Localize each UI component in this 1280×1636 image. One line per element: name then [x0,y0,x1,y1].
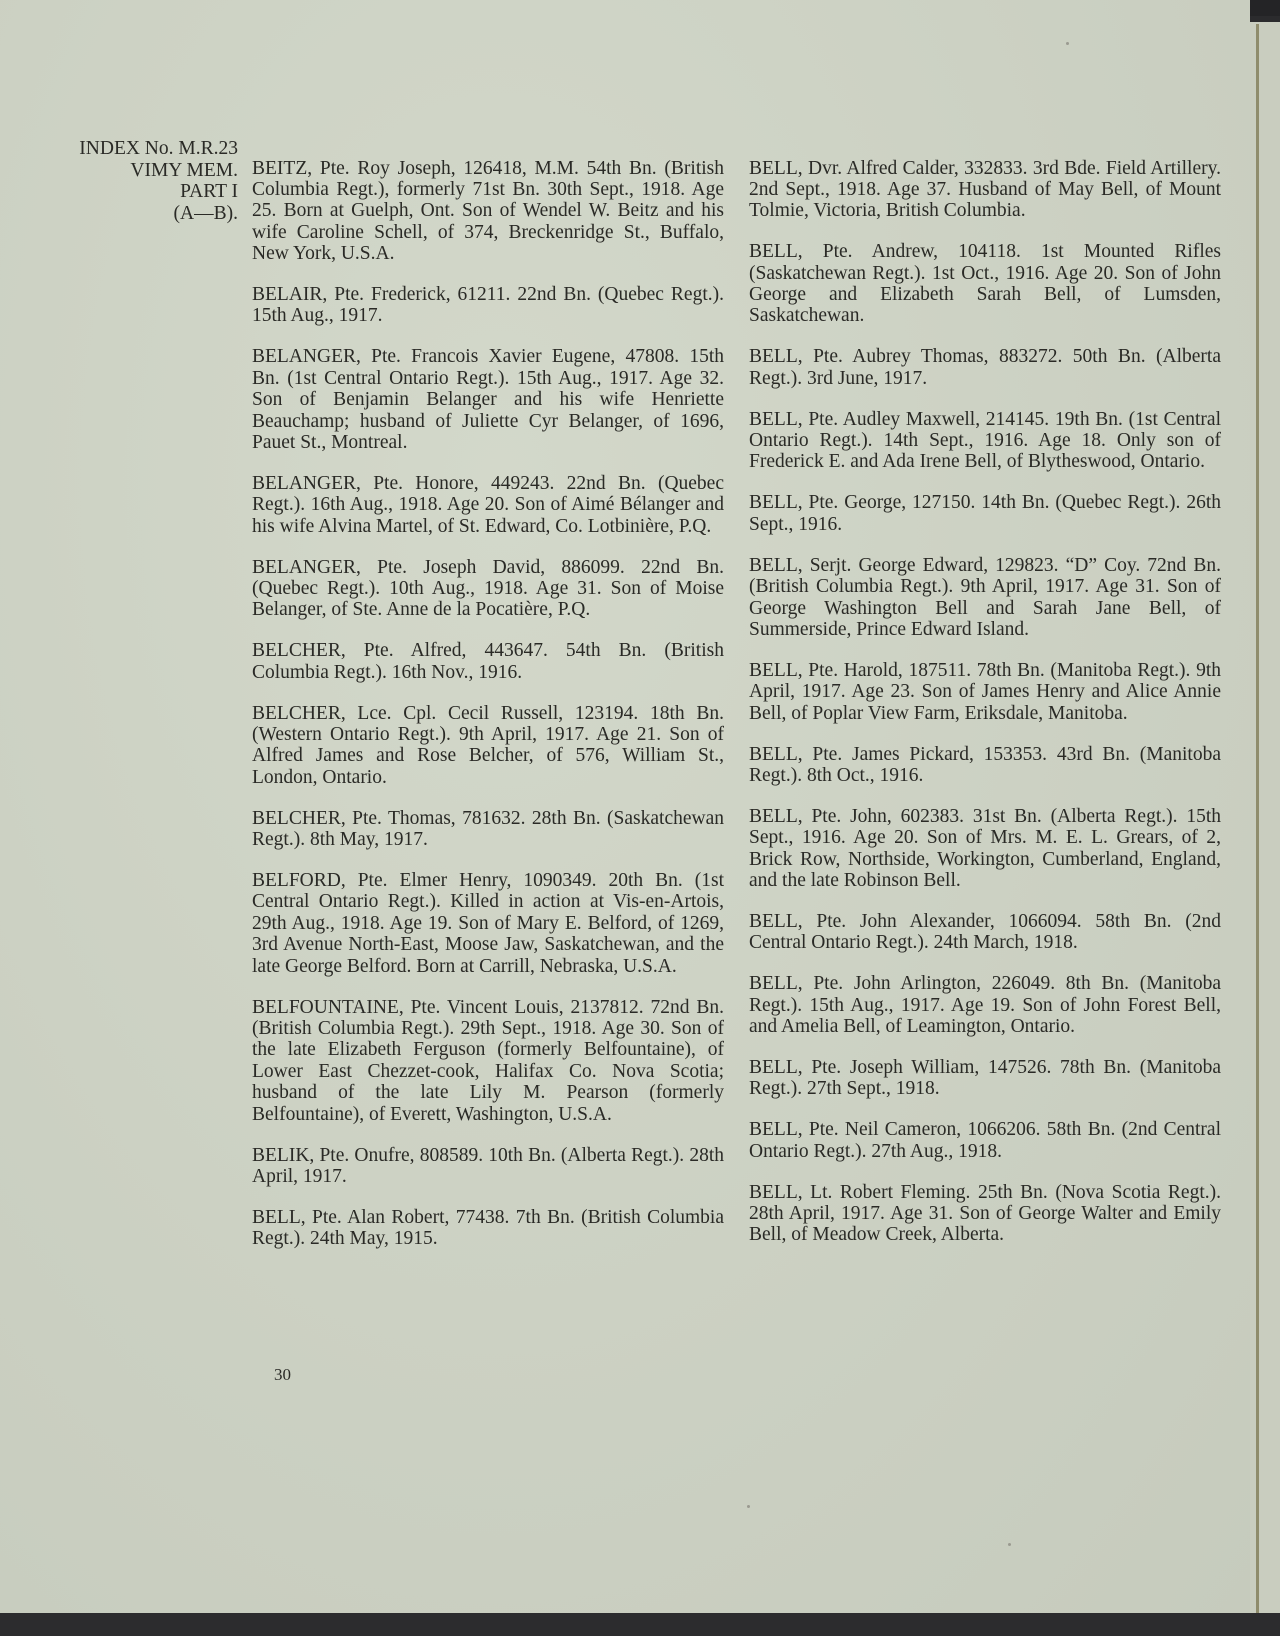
right-column [749,138,1221,1258]
range-label: (A—B). [173,202,238,224]
index-reference [38,138,238,224]
facing-page-edge [1250,22,1280,1636]
entry: BELANGER, Pte. Francois Xavier Eugene, 47808. 15th Bn. (1st Central Ontario Regt.). 15th Aug., 1917. Age 32. Son of Benjamin Belanger and his wife Henriette Beauchamp; husband of Juliette Cyr Belanger, of 1696, Pauet St., Montreal. [252,346,724,453]
page-number: 30 [274,1365,291,1384]
entry: BELL, Pte. Andrew, 104118. 1st Mounted Rifles (Saskatchewan Regt.). 1st Oct., 1916. Age 20. Son of John George and Elizabeth Sarah Bell, of Lumsden, Saskatchewan. [749,241,1221,327]
paper-speck [1008,1543,1011,1546]
entry: BELL, Pte. John, 602383. 31st Bn. (Alberta Regt.). 15th Sept., 1916. Age 20. Son of Mrs. M. E. L. Grears, of 2, Brick Row, Northside, Workington, Cumberland, England, and the late Robinson Bell. [749,805,1221,892]
entry: BELL, Dvr. Alfred Calder, 332833. 3rd Bde. Field Artillery. 2nd Sept., 1918. Age 37. Husband of May Bell, of Mount Tolmie, Victoria, British Columbia. [749,157,1221,222]
entry: BELANGER, Pte. Honore, 449243. 22nd Bn. (Quebec Regt.). 16th Aug., 1918. Age 20. Son of Aimé Bélanger and his wife Alvina Martel, of St. Edward, Co. Lotbinière, P.Q. [252,472,724,537]
left-column [252,138,724,1262]
entry: BELL, Pte. Audley Maxwell, 214145. 19th Bn. (1st Central Ontario Regt.). 14th Sept., 1916. Age 18. Only son of Frederick E. and Ada Irene Bell, of Blytheswood, Ontario. [749,408,1221,473]
entry: BELL, Pte. James Pickard, 153353. 43rd Bn. (Manitoba Regt.). 8th Oct., 1916. [749,743,1221,786]
entry: BELL, Pte. John Alexander, 1066094. 58th Bn. (2nd Central Ontario Regt.). 24th March, 1918. [749,910,1221,954]
entry: BELFORD, Pte. Elmer Henry, 1090349. 20th Bn. (1st Central Ontario Regt.). Killed in action at Vis-en-Artois, 29th Aug., 1918. Age 19. Son of Mary E. Belford, of 1269, 3rd Avenue North-East, Moose Jaw, Saskatchewan, and the late George Belford. Born at Carrill, Nebraska, U.S.A. [252,870,724,977]
entry: BELL, Pte. John Arlington, 226049. 8th Bn. (Manitoba Regt.). 15th Aug., 1917. Age 19. Son of John Forest Bell, and Amelia Bell, of Leamington, Ontario. [749,973,1221,1038]
paper-speck [747,1505,750,1508]
entry: BELANGER, Pte. Joseph David, 886099. 22nd Bn. (Quebec Regt.). 10th Aug., 1918. Age 31. Son of Moise Belanger, of Ste. Anne de la Pocatière, P.Q. [252,556,724,621]
entry: BELFOUNTAINE, Pte. Vincent Louis, 2137812. 72nd Bn. (British Columbia Regt.). 29th Sept., 1918. Age 30. Son of the late Elizabeth Ferguson (formerly Belfountaine), of Lower East Chezzet-cook, Halifax Co. Nova Scotia; husband of the late Lily M. Pearson (formerly Belfountaine), of Everett, Washington, U.S.A. [252,996,724,1125]
part-label: PART I [180,181,238,202]
entry: BEITZ, Pte. Roy Joseph, 126418, M.M. 54th Bn. (British Columbia Regt.), formerly 71st Bn. 30th Sept., 1918. Age 25. Born at Guelph, Ont. Son of Wendel W. Beitz and his wife Caroline Schell, of 374, Breckenridge St., Buffalo, New York, U.S.A. [252,157,724,265]
paper-speck [1066,42,1069,45]
memorial-name: VIMY MEM. [130,159,238,181]
entry: BELIK, Pte. Onufre, 808589. 10th Bn. (Alberta Regt.). 28th April, 1917. [252,1144,724,1187]
entry: BELL, Serjt. George Edward, 129823. “D” Coy. 72nd Bn. (British Columbia Regt.). 9th April, 1917. Age 31. Son of George Washington Bell and Sarah Jane Bell, of Summerside, Prince Edward Island. [749,554,1221,640]
entry: BELCHER, Pte. Thomas, 781632. 28th Bn. (Saskatchewan Regt.). 8th May, 1917. [252,807,724,851]
scan-bottom-edge [0,1613,1280,1636]
entry: BELCHER, Pte. Alfred, 443647. 54th Bn. (British Columbia Regt.). 16th Nov., 1916. [252,640,724,683]
entry: BELL, Lt. Robert Fleming. 25th Bn. (Nova Scotia Regt.). 28th April, 1917. Age 31. Son of George Walter and Emily Bell, of Meadow Creek, Alberta. [749,1181,1221,1246]
index-number: INDEX No. M.R.23 [79,138,238,159]
entry: BELL, Pte. Joseph William, 147526. 78th Bn. (Manitoba Regt.). 27th Sept., 1918. [749,1057,1221,1100]
binding-edge [1256,24,1259,1624]
entry: BELL, Pte. Neil Cameron, 1066206. 58th Bn. (2nd Central Ontario Regt.). 27th Aug., 1918. [749,1119,1221,1162]
entry: BELCHER, Lce. Cpl. Cecil Russell, 123194. 18th Bn. (Western Ontario Regt.). 9th April, 1917. Age 21. Son of Alfred James and Rose Belcher, of 576, William St., London, Ontario. [252,702,724,788]
entry: BELL, Pte. George, 127150. 14th Bn. (Quebec Regt.). 26th Sept., 1916. [749,492,1221,535]
entry: BELAIR, Pte. Frederick, 61211. 22nd Bn. (Quebec Regt.). 15th Aug., 1917. [252,284,724,327]
entry: BELL, Pte. Harold, 187511. 78th Bn. (Manitoba Regt.). 9th April, 1917. Age 23. Son of James Henry and Alice Annie Bell, of Poplar View Farm, Eriksdale, Manitoba. [749,659,1221,724]
entry: BELL, Pte. Aubrey Thomas, 883272. 50th Bn. (Alberta Regt.). 3rd June, 1917. [749,346,1221,389]
entry: BELL, Pte. Alan Robert, 77438. 7th Bn. (British Columbia Regt.). 24th May, 1915. [252,1206,724,1250]
